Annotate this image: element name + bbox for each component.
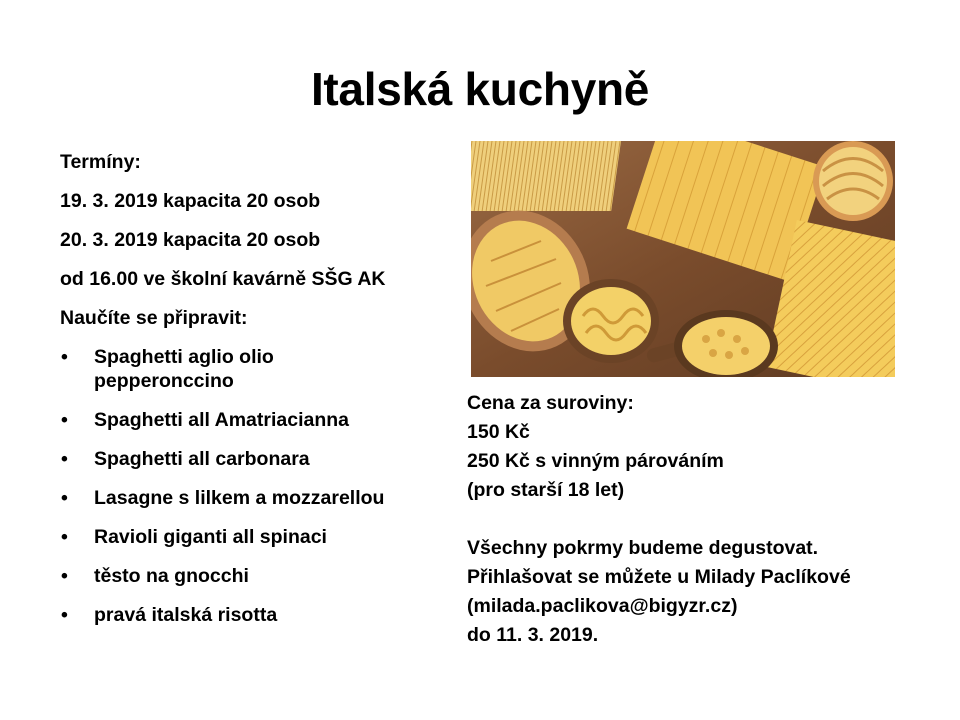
list-item [60, 486, 460, 510]
dish-name: Spaghetti all carbonara [94, 448, 310, 470]
right-column [467, 389, 947, 650]
date-line: 19. 3. 2019 kapacita 20 osob [60, 190, 321, 212]
bullet-icon: • [61, 448, 68, 470]
dish-name: Spaghetti all Amatriacianna [94, 409, 350, 431]
list-item [60, 564, 460, 588]
list-item [60, 345, 460, 393]
dish-name: Ravioli giganti all spinaci [94, 526, 327, 548]
list-item [60, 447, 460, 471]
bullet-icon: • [61, 487, 68, 509]
dish-list [60, 345, 460, 627]
bullet-icon: • [61, 565, 68, 587]
signup-note: Přihlašovat se můžete u Milady Paclíkové [467, 566, 851, 588]
contact-email[interactable]: (milada.paclikova@bigyzr.cz) [467, 595, 738, 617]
tasting-note: Všechny pokrmy budeme degustovat. [467, 537, 819, 559]
dish-name: Lasagne s lilkem a mozzarellou [94, 487, 385, 509]
price-wine: 250 Kč s vinným párováním [467, 450, 724, 472]
bullet-icon: • [61, 346, 68, 368]
dish-name: těsto na gnocchi [94, 565, 249, 587]
dish-name: pravá italská risotta [94, 604, 278, 626]
date-line: 20. 3. 2019 kapacita 20 osob [60, 229, 321, 251]
price-heading: Cena za suroviny: [467, 392, 634, 414]
dish-name-continued: pepperonccino [94, 370, 234, 392]
list-item [60, 603, 460, 627]
age-note: (pro starší 18 let) [467, 479, 625, 501]
dish-name: Spaghetti aglio olio [94, 346, 274, 368]
terms-heading: Termíny: [60, 151, 141, 173]
bullet-icon: • [61, 526, 68, 548]
place-line: od 16.00 ve školní kavárně SŠG AK [60, 268, 386, 290]
deadline: do 11. 3. 2019. [467, 624, 599, 646]
pasta-photo [471, 141, 895, 377]
list-item [60, 408, 460, 432]
learn-heading: Naučíte se připravit: [60, 307, 248, 329]
page-title: Italská kuchyně [310, 63, 650, 115]
bullet-icon: • [61, 409, 68, 431]
bullet-icon: • [61, 604, 68, 626]
list-item [60, 525, 460, 549]
spacer [467, 505, 947, 534]
left-column [60, 150, 460, 642]
price-basic: 150 Kč [467, 421, 530, 443]
